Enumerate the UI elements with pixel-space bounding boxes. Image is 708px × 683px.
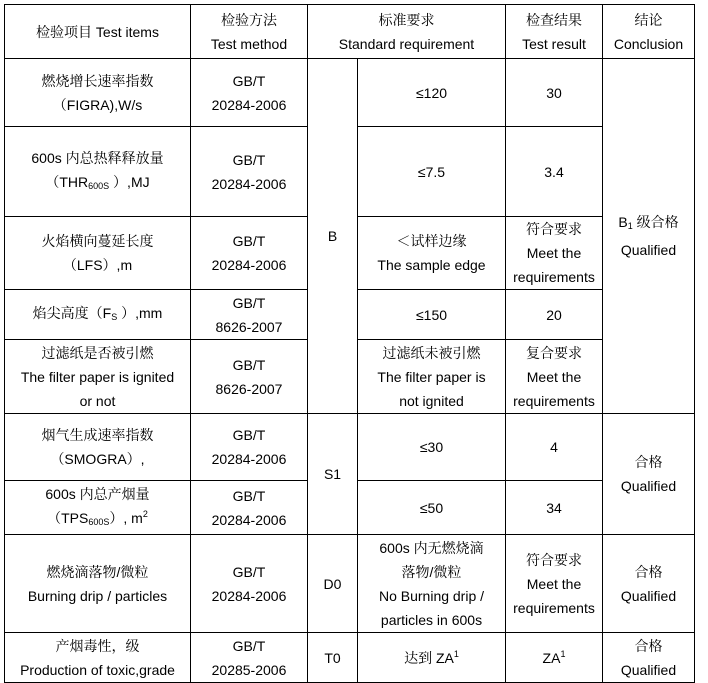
requirement-cell: 600s 内无燃烧滴 落物/微粒 No Burning drip / particles in 600s xyxy=(358,535,506,633)
result-cell: 符合要求 Meet the requirements xyxy=(506,535,603,633)
requirement-cell: ≤150 xyxy=(358,290,506,340)
test-item-cell: 燃烧增长速率指数 （FIGRA),W/s xyxy=(5,59,191,127)
result-cell: $ZA^1$ xyxy=(506,633,603,683)
result-cell: 30 xyxy=(506,59,603,127)
conclusion-s1-cell: 合格 Qualified xyxy=(603,414,695,535)
test-item-cell: 烟气生成速率指数 （SMOGRA）, xyxy=(5,414,191,481)
test-item-cell: 过滤纸是否被引燃 The filter paper is ignited or not xyxy=(5,340,191,414)
table-row xyxy=(5,535,695,633)
result-cell: 20 xyxy=(506,290,603,340)
test-method-cell: GB/T 8626-2007 xyxy=(191,290,308,340)
header-test-method: 检验方法 Test method xyxy=(191,5,308,59)
result-cell: 复合要求 Meet the requirements xyxy=(506,340,603,414)
table-row xyxy=(5,633,695,683)
test-method-cell: GB/T 20284-2006 xyxy=(191,414,308,481)
requirement-cell: ≤120 xyxy=(358,59,506,127)
result-cell: 符合要求 Meet the requirements xyxy=(506,217,603,290)
test-method-cell: GB/T 20284-2006 xyxy=(191,481,308,535)
requirement-cell: ≤50 xyxy=(358,481,506,535)
requirement-cell: 过滤纸未被引燃 The filter paper is not ignited xyxy=(358,340,506,414)
table-row xyxy=(5,59,695,127)
result-cell: 4 xyxy=(506,414,603,481)
test-method-cell: GB/T 20284-2006 xyxy=(191,127,308,217)
class-s1-cell: S1 xyxy=(308,414,358,535)
conclusion-t0-cell: 合格 Qualified xyxy=(603,633,695,683)
conclusion-b-cell: $B_1$ 级合格 Qualified xyxy=(603,59,695,414)
result-cell: 3.4 xyxy=(506,127,603,217)
test-method-cell: GB/T 20284-2006 xyxy=(191,217,308,290)
test-item-cell: 600s 内总产烟量 $(TPS_{600S})$, $m^2$ xyxy=(5,481,191,535)
test-method-cell: GB/T 8626-2007 xyxy=(191,340,308,414)
conclusion-d0-cell: 合格 Qualified xyxy=(603,535,695,633)
test-report-table xyxy=(4,4,695,683)
requirement-cell: ≤7.5 xyxy=(358,127,506,217)
test-item-cell: 产烟毒性，级 Production of toxic,grade xyxy=(5,633,191,683)
result-cell: 34 xyxy=(506,481,603,535)
header-standard-requirement: 标准要求 Standard requirement xyxy=(308,5,506,59)
requirement-cell: 达到 $ZA^1$ xyxy=(358,633,506,683)
test-method-cell: GB/T 20284-2006 xyxy=(191,59,308,127)
test-item-cell: 燃烧滴落物/微粒 Burning drip / particles xyxy=(5,535,191,633)
test-item-cell: 600s 内总热释释放量 （$THR_{600S}$ ）,MJ xyxy=(5,127,191,217)
header-test-items: 检验项目 Test items xyxy=(5,5,191,59)
test-method-cell: GB/T 20285-2006 xyxy=(191,633,308,683)
requirement-cell: ≤30 xyxy=(358,414,506,481)
class-t0-cell: T0 xyxy=(308,633,358,683)
test-item-cell: 火焰横向蔓延长度 （LFS）,m xyxy=(5,217,191,290)
table-row xyxy=(5,414,695,481)
header-conclusion: 结论 Conclusion xyxy=(603,5,695,59)
requirement-cell: ＜试样边缘 The sample edge xyxy=(358,217,506,290)
class-b-cell: B xyxy=(308,59,358,414)
test-method-cell: GB/T 20284-2006 xyxy=(191,535,308,633)
header-row xyxy=(5,5,695,59)
header-test-result: 检查结果 Test result xyxy=(506,5,603,59)
test-item-cell: 焰尖高度（$F_S$ ）,mm xyxy=(5,290,191,340)
class-d0-cell: D0 xyxy=(308,535,358,633)
